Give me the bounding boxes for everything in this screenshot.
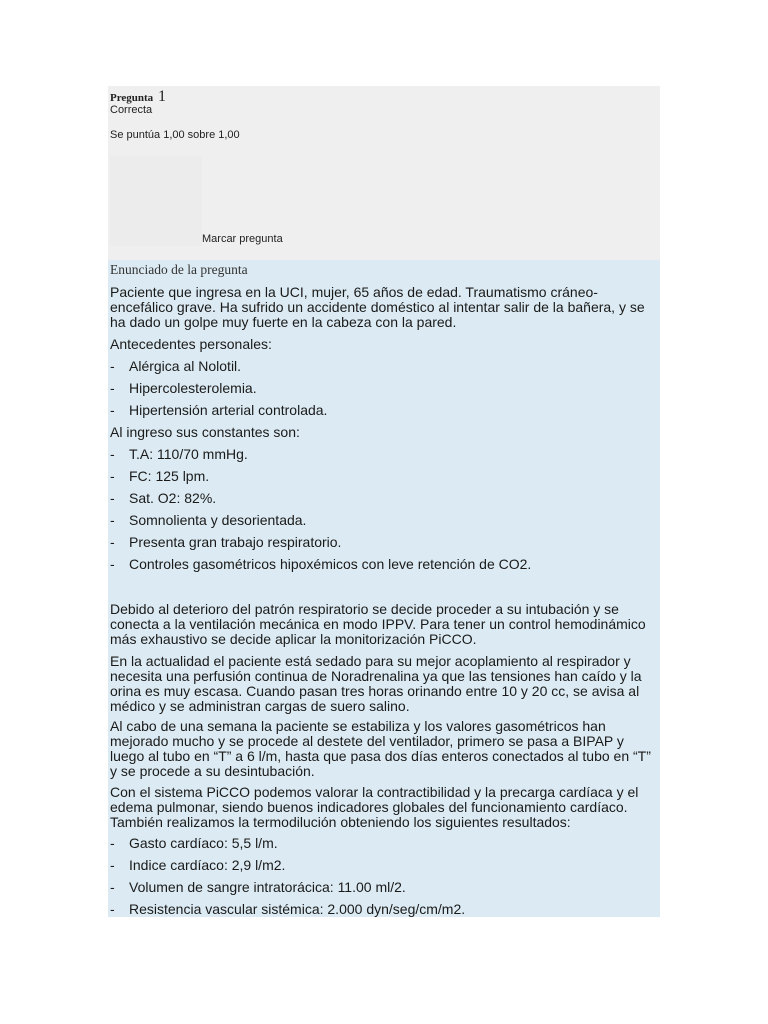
question-info-panel <box>108 86 660 260</box>
constantes-title: Al ingreso sus constantes son: <box>110 424 300 440</box>
statement-heading: Enunciado de la pregunta <box>110 262 248 277</box>
paragraph-intubacion: Debido al deterioro del patrón respiratorio se decide proceder a su intubación y se conecta a la ventilación mecánica en modo IPPV. Para tener un control hemodinámico más exhaustivo se decide aplicar la monitorización PiCCO. <box>110 601 646 647</box>
list-item: - Presenta gran trabajo respiratorio. <box>110 534 342 550</box>
list-item: - Controles gasométricos hipoxémicos con leve retención de CO2. <box>110 556 532 572</box>
question-label: Pregunta <box>110 92 154 104</box>
list-item: - Gasto cardíaco: 5,5 l/m. <box>110 835 278 851</box>
list-item: - Resistencia vascular sistémica: 2.000 dyn/seg/cm/m2. <box>110 901 466 917</box>
intro-paragraph: Paciente que ingresa en la UCI, mujer, 65 años de edad. Traumatismo cráneo-encefálico grave. Ha sufrido un accidente doméstico al intentar salir de la bañera, y se ha dado un golpe muy fuerte en la cabeza con la pared. <box>110 284 645 330</box>
question-number: 1 <box>157 88 166 105</box>
list-item: - Indice cardíaco: 2,9 l/m2. <box>110 857 286 873</box>
list-item: - T.A: 110/70 mmHg. <box>110 446 248 462</box>
question-grade: Se puntúa 1,00 sobre 1,00 <box>110 129 240 141</box>
flag-icon[interactable] <box>110 156 202 246</box>
list-item: - Somnolienta y desorientada. <box>110 512 307 528</box>
flag-question-link[interactable]: Marcar pregunta <box>202 233 283 245</box>
list-item: - Volumen de sangre intratorácica: 11.00 ml/2. <box>110 879 406 895</box>
list-item: - Alérgica al Nolotil. <box>110 358 242 374</box>
paragraph-destete: Al cabo de una semana la paciente se estabiliza y los valores gasométricos han mejorado mucho y se procede al destete del ventilador, primero se pasa a BIPAP y luego al tubo en “T” a 6 l/m, hasta que pasa dos días enteros conectados al tubo en “T” y se procede a su desintubación. <box>110 718 651 779</box>
question-statement <box>108 260 660 917</box>
list-item: - Hipertensión arterial controlada. <box>110 402 328 418</box>
antecedentes-title: Antecedentes personales: <box>110 336 272 352</box>
question-state: Correcta <box>110 104 153 116</box>
paragraph-sedacion: En la actualidad el paciente está sedado para su mejor acoplamiento al respirador y necesita una perfusión continua de Noradrenalina ya que las tensiones han caído y la orina es muy escasa. Cuando pasan tres horas orinando entre 10 y 20 cc, se avisa al médico y se administran cargas de suero salino. <box>110 653 642 714</box>
list-item: - Hipercolesterolemia. <box>110 380 257 396</box>
paragraph-picco: Con el sistema PiCCO podemos valorar la contractibilidad y la precarga cardíaca y el edema pulmonar, siendo buenos indicadores globales del funcionamiento cardíaco. También realizamos la termodilución obteniendo los siguientes resultados: <box>110 784 639 830</box>
list-item: - FC: 125 lpm. <box>110 468 210 484</box>
list-item: - Sat. O2: 82%. <box>110 490 217 506</box>
